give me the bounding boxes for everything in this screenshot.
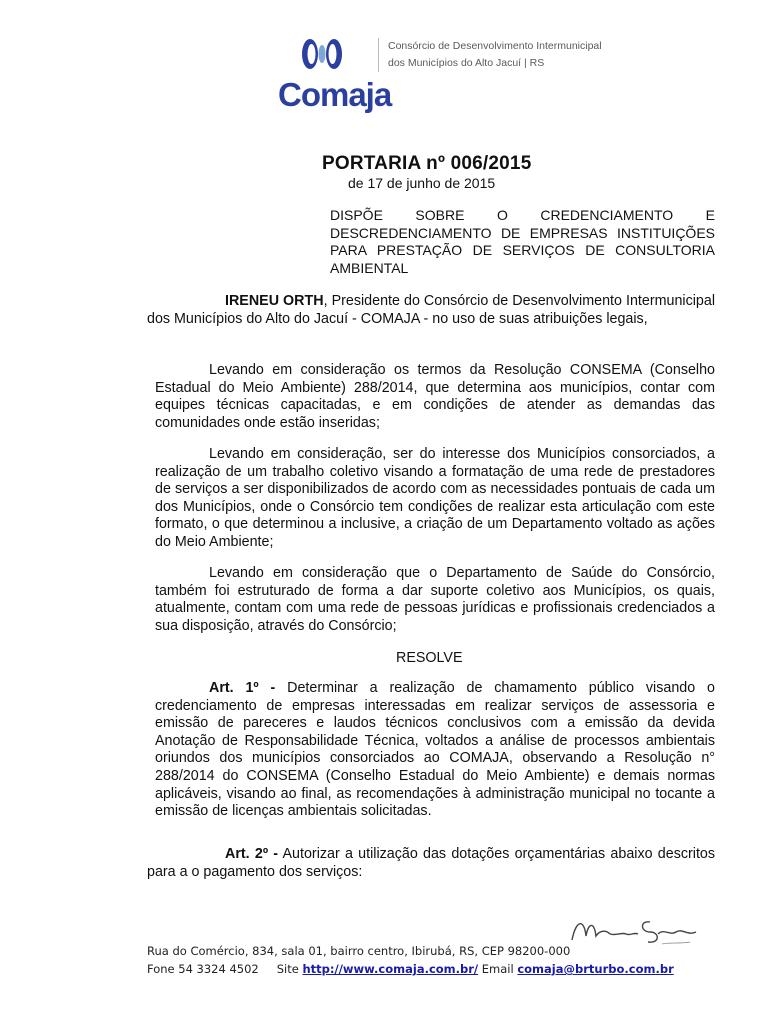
article-1 bbox=[155, 680, 715, 821]
article-2-label: Art. 2º - bbox=[225, 846, 279, 862]
article-2-text: Autorizar a utilização das dotações orçamentárias abaixo descritos para a o pagamento dos serviços: bbox=[147, 846, 716, 880]
org-name-line-2: dos Municípios do Alto Jacuí | RS bbox=[388, 57, 545, 69]
comaja-logo-icon bbox=[298, 32, 346, 78]
document-date: de 17 de junho de 2015 bbox=[348, 175, 496, 191]
signature-mark bbox=[566, 910, 706, 950]
preamble-text: , Presidente do Consórcio de Desenvolvimento Intermunicipal dos Municípios do Alto do Jacuí - COMAJA - no uso de suas atribuições legais, bbox=[147, 293, 715, 327]
considering-paragraph-2: Levando em consideração, ser do interesse dos Municípios consorciados, a realização de um trabalho coletivo visando a formatação de uma rede de prestadores de serviços a ser disponibilizados de acordo com as necessidades pontuais de cada um dos Municípios, onde o Consórcio tem condições de realizar esta articulação com este formato, o que determinou a inclusive, a criação de um Departamento voltado as ações do Meio Ambiente; bbox=[155, 446, 715, 550]
site-link[interactable]: http://www.comaja.com.br/ bbox=[302, 962, 479, 976]
footer-email-label: Email bbox=[481, 962, 514, 976]
footer-site-label: Site bbox=[276, 962, 299, 976]
article-2 bbox=[147, 846, 715, 881]
email-link[interactable]: comaja@brturbo.com.br bbox=[517, 962, 674, 976]
considering-paragraph-1: Levando em consideração os termos da Resolução CONSEMA (Conselho Estadual do Meio Ambiente) 288/2014, que determina aos municípios, contar com equipes técnicas capacitadas, e em condições de atender as demandas das comunidades onde estão inseridas; bbox=[155, 362, 715, 431]
footer-phone: Fone 54 3324 4502 bbox=[147, 962, 259, 976]
footer-contact bbox=[147, 962, 674, 976]
considering-paragraph-3: Levando em consideração que o Departamento de Saúde do Consórcio, também foi estruturado de forma a dar suporte coletivo aos Municípios, os quais, atualmente, contam com uma rede de pessoas jurídicas e profissionais credenciados a sua disposição, através do Consórcio; bbox=[155, 565, 715, 634]
preamble-name: IRENEU ORTH bbox=[225, 293, 324, 309]
footer-address: Rua do Comércio, 834, sala 01, bairro centro, Ibirubá, RS, CEP 98200-000 bbox=[147, 944, 571, 958]
preamble-paragraph bbox=[147, 293, 715, 328]
logo-text: Comaja bbox=[278, 76, 392, 113]
document-title: PORTARIA nº 006/2015 bbox=[322, 153, 532, 174]
article-1-text: Determinar a realização de chamamento público visando o credenciamento de empresas interessadas em realizar serviços de assessoria e emissão de pareceres e laudos técnicos conclusivos com a emissão da devida Anotação de Responsabilidade Técnica, voltados a análise de processos ambientais oriundos dos municípios consorciados ao COMAJA, observando a Resolução n° 288/2014 do CONSEMA (Conselho Estadual do Meio Ambiente) e demais normas aplicáveis, visando ao final, as recomendações à administração municipal no tocante a emissão de licenças ambientais solicitadas. bbox=[155, 680, 715, 820]
org-name-line-1: Consórcio de Desenvolvimento Intermunicipal bbox=[388, 40, 602, 52]
article-1-label: Art. 1º - bbox=[209, 680, 276, 696]
header-divider bbox=[378, 38, 379, 72]
resolve-heading: RESOLVE bbox=[396, 650, 463, 666]
document-ementa: DISPÕE SOBRE O CREDENCIAMENTO E DESCREDENCIAMENTO DE EMPRESAS INSTITUIÇÕES PARA PRESTAÇÃO DE SERVIÇOS DE CONSULTORIA AMBIENTAL bbox=[330, 207, 715, 276]
